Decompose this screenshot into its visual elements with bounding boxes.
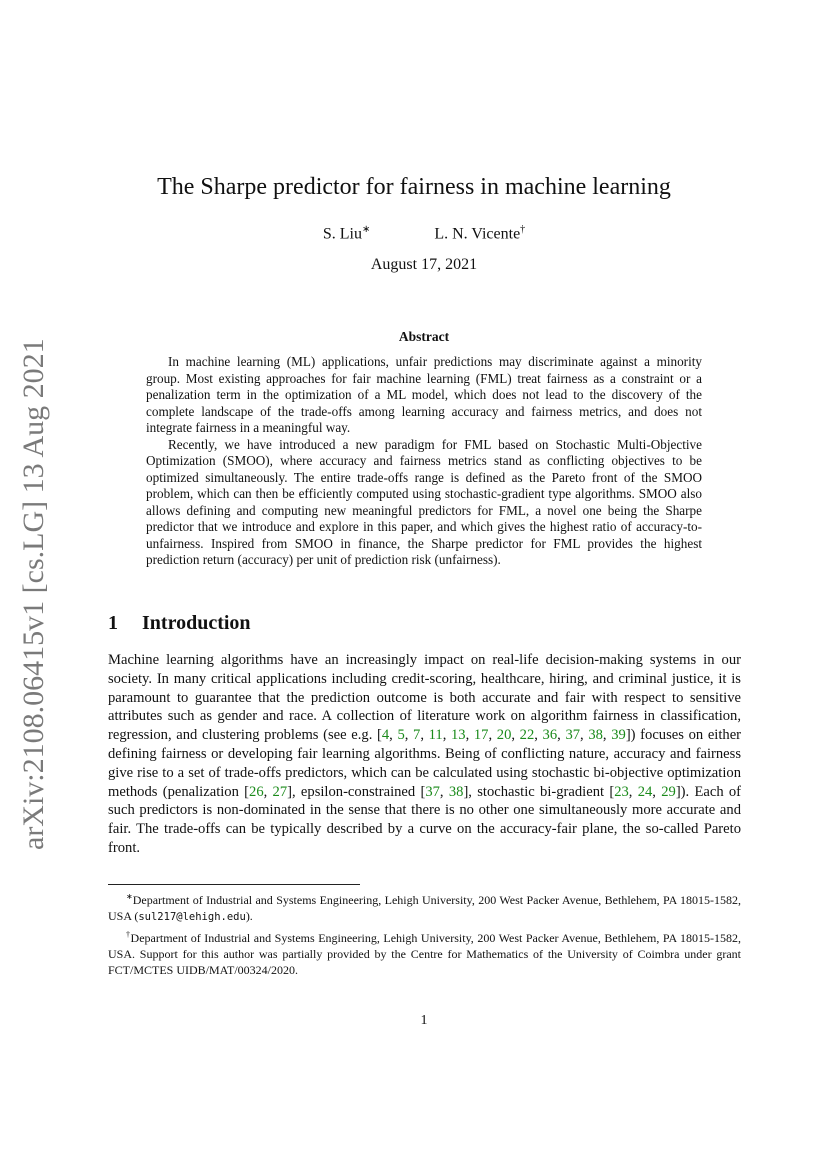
citation-link[interactable]: 37	[425, 783, 440, 800]
intro-text-2: ]) focuses on either defining fairness or developing fair learning algorithms. Being of conflicting nature, accuracy and fairness give rise to a set of trade-offs predictors, which can be calculated using stochastic bi-objective optimization methods (penalization [	[108, 727, 742, 800]
abstract-paragraph-2: Recently, we have introduced a new paradigm for FML based on Stochastic Multi-Objective Optimization (SMOO), where accuracy and fairness metrics stand as conflicting objectives to be optimized simultaneously. The entire trade-offs range is defined as the Pareto front of the SMOO problem, which can then be efficiently computed using stochastic-gradient type algorithms. SMOO also allows defining and computing new meaningful predictors for FML, a novel one being the Sharpe predictor that we introduce and explore in this paper, and which gives the highest ratio of accuracy-to-unfairness. Inspired from SMOO in finance, the Sharpe predictor for FML provides the highest prediction return (accuracy) per unit of prediction risk (unfairness).	[146, 436, 702, 567]
arxiv-identifier-stamp: arXiv:2108.06415v1 [cs.LG] 13 Aug 2021	[17, 338, 50, 850]
paper-title: The Sharpe predictor for fairness in machine learning	[157, 174, 671, 200]
footnote-divider	[108, 884, 360, 885]
citation-link[interactable]: 39	[611, 727, 626, 744]
citation-link[interactable]: 7	[413, 727, 421, 744]
abstract-paragraph-1: In machine learning (ML) applications, unfair predictions may discriminate against a minority group. Most existing approaches for fair machine learning (FML) treat fairness as a constraint or a penalization term in the optimization of a ML model, which does not lead to the discovery of the complete landscape of the trade-offs among learning accuracy and fairness metrics, and does not integrate fairness in a meaningful way.	[146, 354, 702, 435]
citation-link[interactable]: 23	[614, 783, 629, 800]
intro-text-1: Machine learning algorithms have an increasingly impact on real-life decision-making systems in our society. In many critical applications including credit-scoring, healthcare, hiring, and criminal justice, it is paramount to guarantee that the prediction outcome is both accurate and fair with respect to sensitive attributes such as gender and race. A collection of literature work on algorithm fairness in classification, regression, and clustering problems (see e.g. [	[108, 652, 741, 744]
citation-group-1: 4, 5, 7, 11, 13, 17, 20, 22, 36, 37, 38, 39	[381, 727, 626, 744]
author-list	[0, 220, 828, 244]
footnote-2-mark: †	[126, 930, 131, 939]
paper-date: August 17, 2021	[370, 256, 478, 273]
footnote-1-mark: ∗	[126, 892, 133, 901]
footnote-2	[108, 927, 741, 978]
citation-link[interactable]: 11	[428, 727, 443, 744]
citation-link[interactable]: 37	[565, 727, 581, 744]
author-2	[434, 220, 525, 244]
footnote-2-text: Department of Industrial and Systems Engineering, Lehigh University, 200 West Packer Avenue, Bethlehem, PA 18015-1582, USA. Support for this author was partially provided by the Centre for Mathematics of the University of Coimbra under grant FCT/MCTES UIDB/MAT/00324/2020.	[108, 931, 742, 977]
citation-link[interactable]: 13	[450, 727, 466, 744]
intro-text-5: ]). Each of such predictors is non-dominated in the sense that there is no other one simultaneously more accurate and fair. The trade-offs can be typically described by a curve on the accuracy-fair plane, the so-called Pareto front.	[108, 783, 742, 856]
section-number: 1	[108, 612, 118, 634]
author-1	[323, 220, 371, 244]
author-email-link[interactable]: sul217@lehigh.edu	[138, 911, 246, 923]
footnote-1-end: ).	[245, 909, 253, 923]
section-title: Introduction	[142, 612, 251, 634]
citation-link[interactable]: 22	[519, 727, 535, 744]
author-1-name: S. Liu	[322, 225, 362, 243]
citation-link[interactable]: 24	[637, 783, 653, 800]
introduction-paragraph: Machine learning algorithms have an increasingly impact on real-life decision-making systems in our society. In many critical applications including credit-scoring, healthcare, hiring, and criminal justice, it is paramount to guarantee that the prediction outcome is both accurate and fair with respect to sensitive attributes such as gender and race. A collection of literature work on algorithm fairness in classification, regression, and clustering problems (see e.g. [4, 5, 7, 11, 13, 17, 20, 22, 36, 37, 38, 39]) focuses on either defining fairness or developing fair learning algorithms. Being of conflicting nature, accuracy and fairness give rise to a set of trade-offs predictors, which can be calculated using stochastic bi-objective optimization methods (penalization [26, 27], epsilon-constrained [37, 38], stochastic bi-gradient [23, 24, 29]). Each of such predictors is non-dominated in the sense that there is no other one simultaneously more accurate and fair. The trade-offs can be typically described by a curve on the accuracy-fair plane, the so-called Pareto front.	[108, 652, 742, 856]
author-2-mark: †	[520, 224, 526, 235]
citation-link[interactable]: 26	[249, 783, 264, 800]
footnotes	[108, 889, 741, 980]
intro-text-4: ], stochastic bi-gradient [	[463, 783, 615, 800]
citation-link[interactable]: 38	[588, 727, 603, 744]
footnote-1-text: Department of Industrial and Systems Engineering, Lehigh University, 200 West Packer Avenue, Bethlehem, PA 18015-1582, USA (	[108, 893, 741, 923]
page-number: 1	[420, 1013, 428, 1028]
citation-link[interactable]: 29	[661, 783, 676, 800]
citation-link[interactable]: 5	[397, 727, 405, 744]
abstract-heading: Abstract	[398, 329, 450, 344]
citation-link[interactable]: 27	[272, 783, 288, 800]
intro-text-3: ], epsilon-constrained [	[287, 783, 426, 800]
citation-link[interactable]: 17	[473, 727, 489, 744]
author-1-mark: ∗	[361, 224, 371, 235]
abstract-body	[146, 354, 702, 569]
citation-link[interactable]: 4	[381, 727, 390, 744]
citation-link[interactable]: 36	[542, 727, 558, 744]
footnote-1	[108, 889, 741, 925]
section-heading	[108, 612, 251, 635]
citation-link[interactable]: 38	[448, 783, 464, 800]
author-2-name: L. N. Vicente	[434, 225, 521, 243]
citation-link[interactable]: 20	[496, 727, 512, 744]
